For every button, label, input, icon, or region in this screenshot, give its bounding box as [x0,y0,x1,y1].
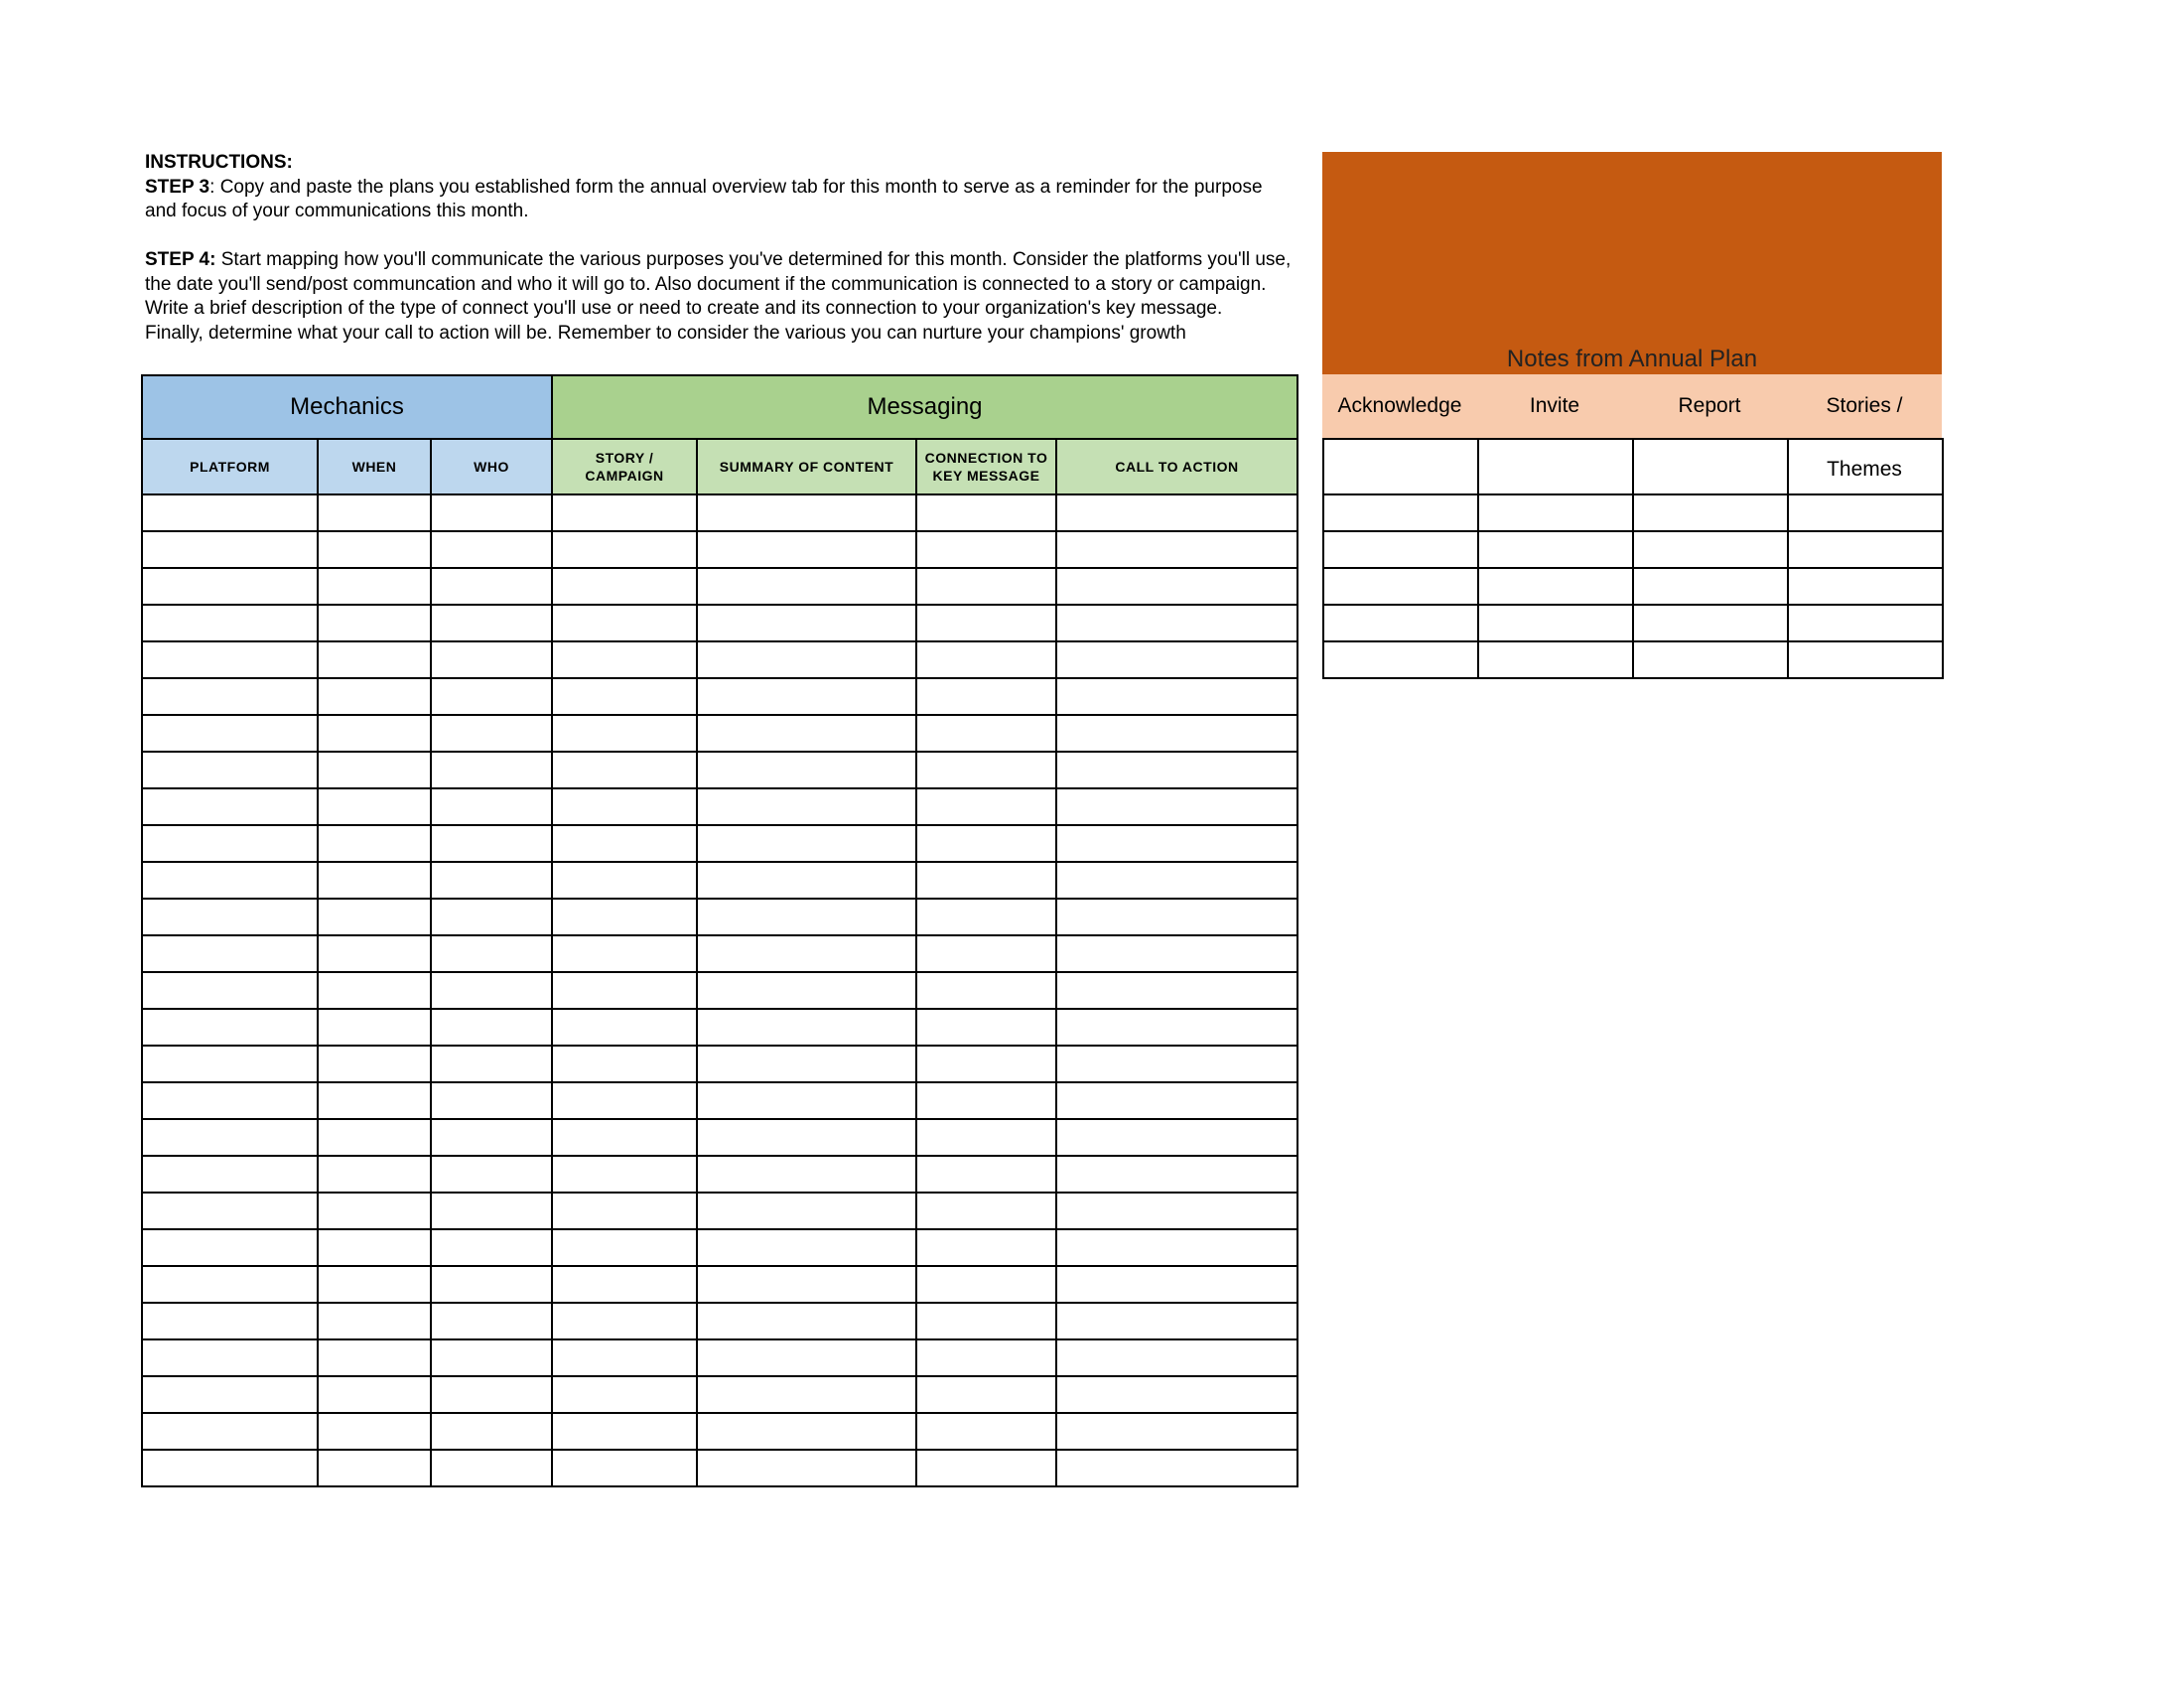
table-cell[interactable] [697,531,916,568]
table-cell[interactable] [1056,1450,1297,1486]
notes-header-banner [1322,152,1942,374]
table-cell[interactable] [916,1156,1056,1193]
table-cell[interactable] [318,641,431,678]
table-cell[interactable] [318,1046,431,1082]
table-cell[interactable] [916,568,1056,605]
table-cell[interactable] [431,1413,552,1450]
step3-text: : Copy and paste the plans you established form the annual overview tab for this month to serve as a reminder for the purpose and focus of your communications this month. [145,176,1263,221]
stories-themes-label: Stories / Themes [1826,394,1903,481]
table-cell[interactable] [318,1413,431,1450]
table-cell[interactable] [916,1119,1056,1156]
table-cell[interactable] [552,1082,697,1119]
table-cell[interactable] [318,1119,431,1156]
notes-cell[interactable] [1478,494,1633,531]
notes-cell[interactable] [1633,641,1788,678]
table-cell[interactable] [552,1266,697,1303]
notes-cell[interactable] [1788,531,1943,568]
table-cell[interactable] [318,862,431,899]
table-cell[interactable] [552,825,697,862]
step3-label: STEP 3 [145,176,210,198]
table-cell[interactable] [431,1193,552,1229]
table-cell[interactable] [431,678,552,715]
table-row [142,1009,1297,1046]
acknowledge-label: Acknowledge [1337,394,1462,417]
notes-cell[interactable] [1788,641,1943,678]
table-cell[interactable] [552,1156,697,1193]
table-cell[interactable] [697,1156,916,1193]
table-cell[interactable] [916,1339,1056,1376]
table-row [142,752,1297,788]
notes-cell[interactable] [1478,641,1633,678]
table-row [142,788,1297,825]
table-cell[interactable] [552,1376,697,1413]
table-cell[interactable] [142,935,318,972]
table-cell[interactable] [431,1119,552,1156]
table-cell[interactable] [697,568,916,605]
table-row [142,494,1297,531]
table-cell[interactable] [142,1193,318,1229]
table-row [142,1046,1297,1082]
table-cell[interactable] [552,1339,697,1376]
table-cell[interactable] [916,1229,1056,1266]
table-cell[interactable] [1056,678,1297,715]
table-cell[interactable] [142,678,318,715]
table-cell[interactable] [318,825,431,862]
table-cell[interactable] [431,1082,552,1119]
notes-cell[interactable] [1478,531,1633,568]
instructions-block [145,151,1297,346]
table-cell[interactable] [697,1450,916,1486]
table-row [1323,568,1943,605]
table-cell[interactable] [318,1082,431,1119]
table-cell[interactable] [431,1229,552,1266]
table-cell[interactable] [916,715,1056,752]
table-cell[interactable] [1056,715,1297,752]
notes-table [1322,438,1944,679]
notes-cell[interactable] [1633,531,1788,568]
table-cell[interactable] [318,1229,431,1266]
describe-line: Write a brief description of the type of connect you'll use or need to create and its connection to your organization's key message. [145,298,1223,319]
table-cell[interactable] [916,899,1056,935]
table-cell[interactable] [142,862,318,899]
table-row [142,568,1297,605]
table-cell[interactable] [431,1303,552,1339]
table-cell[interactable] [552,1413,697,1450]
table-cell[interactable] [1056,1413,1297,1450]
table-cell[interactable] [1056,1009,1297,1046]
connection-column-header: CONNECTION TO KEY MESSAGE [916,439,1056,494]
table-cell[interactable] [142,752,318,788]
table-cell[interactable] [431,641,552,678]
table-cell[interactable] [1056,972,1297,1009]
table-cell[interactable] [142,1303,318,1339]
table-cell[interactable] [1056,1156,1297,1193]
table-cell[interactable] [1056,568,1297,605]
table-row [142,1266,1297,1303]
table-cell[interactable] [552,715,697,752]
table-cell[interactable] [697,1413,916,1450]
table-row [1323,641,1943,678]
table-cell[interactable] [142,641,318,678]
notes-cell[interactable] [1323,494,1478,531]
table-cell[interactable] [1056,531,1297,568]
table-cell[interactable] [142,1156,318,1193]
table-cell[interactable] [697,1376,916,1413]
communication-plan-table [141,374,1298,1487]
table-cell[interactable] [697,1229,916,1266]
table-cell[interactable] [697,715,916,752]
table-cell[interactable] [318,1339,431,1376]
table-cell[interactable] [552,1229,697,1266]
notes-cell[interactable] [1478,568,1633,605]
table-cell[interactable] [431,1450,552,1486]
table-cell[interactable] [318,1303,431,1339]
table-cell[interactable] [1056,1303,1297,1339]
notes-cell[interactable] [1323,568,1478,605]
table-row [142,1119,1297,1156]
table-row [142,605,1297,641]
table-cell[interactable] [431,788,552,825]
table-cell[interactable] [916,1082,1056,1119]
table-cell[interactable] [318,935,431,972]
table-cell[interactable] [142,1450,318,1486]
table-cell[interactable] [1056,605,1297,641]
table-row [142,1156,1297,1193]
table-cell[interactable] [431,972,552,1009]
table-cell[interactable] [916,862,1056,899]
step4-text: Start mapping how you'll communicate the various purposes you've determined for this month. Consider the platforms you'll use, the date you'll send/post communcation and who it will go to. Also document if the communication is connected to a story or campaign. [145,249,1292,295]
table-cell[interactable] [916,641,1056,678]
table-cell[interactable] [142,1046,318,1082]
notes-cell[interactable] [1788,494,1943,531]
table-cell[interactable] [697,605,916,641]
table-cell[interactable] [1056,935,1297,972]
notes-cell[interactable] [1323,439,1478,494]
mechanics-group-header: Mechanics [142,375,552,439]
table-cell[interactable] [318,1009,431,1046]
table-cell[interactable] [1056,862,1297,899]
table-cell[interactable] [697,678,916,715]
table-row [142,1450,1297,1486]
table-cell[interactable] [431,935,552,972]
step4-paragraph [145,248,1297,297]
notes-cell[interactable] [1633,605,1788,641]
report-label: Report [1678,394,1741,417]
table-cell[interactable] [916,825,1056,862]
table-cell[interactable] [697,1193,916,1229]
table-cell[interactable] [1056,1119,1297,1156]
table-row [142,972,1297,1009]
table-cell[interactable] [697,972,916,1009]
table-cell[interactable] [697,752,916,788]
table-cell[interactable] [697,899,916,935]
notes-cell[interactable] [1478,605,1633,641]
notes-cell[interactable] [1633,494,1788,531]
table-cell[interactable] [431,862,552,899]
table-cell[interactable] [318,531,431,568]
table-row [1323,605,1943,641]
table-cell[interactable] [318,788,431,825]
notes-cell[interactable] [1323,605,1478,641]
notes-cell[interactable] [1633,568,1788,605]
table-cell[interactable] [431,825,552,862]
table-cell[interactable] [552,531,697,568]
table-cell[interactable] [431,1156,552,1193]
table-cell[interactable] [142,494,318,531]
table-cell[interactable] [318,1266,431,1303]
table-cell[interactable] [916,678,1056,715]
table-cell[interactable] [916,788,1056,825]
table-cell[interactable] [1056,641,1297,678]
table-cell[interactable] [1056,752,1297,788]
table-cell[interactable] [916,1376,1056,1413]
table-cell[interactable] [142,531,318,568]
table-cell[interactable] [1056,788,1297,825]
who-column-header: WHO [431,439,552,494]
table-cell[interactable] [142,1413,318,1450]
table-cell[interactable] [431,531,552,568]
story-campaign-column-header: STORY / CAMPAIGN [552,439,697,494]
notes-cell[interactable] [1633,439,1788,494]
table-row [1323,494,1943,531]
table-row [142,1229,1297,1266]
table-cell[interactable] [552,568,697,605]
table-cell[interactable] [552,1450,697,1486]
table-cell[interactable] [552,678,697,715]
table-cell[interactable] [318,678,431,715]
table-cell[interactable] [431,605,552,641]
table-cell[interactable] [431,1266,552,1303]
table-row [142,531,1297,568]
table-cell[interactable] [552,641,697,678]
table-cell[interactable] [431,1009,552,1046]
step3-paragraph [145,176,1297,224]
notes-cell[interactable] [1788,439,1943,494]
table-cell[interactable] [142,1339,318,1376]
table-cell[interactable] [552,605,697,641]
when-column-header: WHEN [318,439,431,494]
table-cell[interactable] [916,1303,1056,1339]
table-row [142,1413,1297,1450]
table-cell[interactable] [552,1046,697,1082]
table-cell[interactable] [697,1009,916,1046]
table-cell[interactable] [431,899,552,935]
table-cell[interactable] [916,1450,1056,1486]
call-to-action-column-header: CALL TO ACTION [1056,439,1297,494]
table-row [142,1339,1297,1376]
table-cell[interactable] [1056,899,1297,935]
table-cell[interactable] [916,1193,1056,1229]
table-cell[interactable] [318,1193,431,1229]
table-cell[interactable] [1056,1193,1297,1229]
table-cell[interactable] [697,1339,916,1376]
table-cell[interactable] [318,1156,431,1193]
table-row [142,1303,1297,1339]
table-cell[interactable] [697,935,916,972]
table-cell[interactable] [552,935,697,972]
table-cell[interactable] [1056,1376,1297,1413]
table-cell[interactable] [318,605,431,641]
table-cell[interactable] [142,899,318,935]
summary-column-header: SUMMARY OF CONTENT [697,439,916,494]
table-cell[interactable] [142,972,318,1009]
table-cell[interactable] [1056,1082,1297,1119]
table-cell[interactable] [552,752,697,788]
table-cell[interactable] [142,605,318,641]
table-cell[interactable] [142,715,318,752]
table-row [142,899,1297,935]
table-cell[interactable] [916,494,1056,531]
table-cell[interactable] [431,1046,552,1082]
table-cell[interactable] [431,752,552,788]
table-cell[interactable] [697,1082,916,1119]
table-cell[interactable] [916,1413,1056,1450]
table-cell[interactable] [552,862,697,899]
table-cell[interactable] [697,1119,916,1156]
table-cell[interactable] [552,1119,697,1156]
table-cell[interactable] [697,1303,916,1339]
table-cell[interactable] [1056,1339,1297,1376]
table-cell[interactable] [431,715,552,752]
table-cell[interactable] [431,494,552,531]
table-cell[interactable] [1056,1046,1297,1082]
table-cell[interactable] [318,972,431,1009]
table-cell[interactable] [142,1119,318,1156]
notes-categories [1322,374,1942,481]
table-row [1323,439,1943,494]
table-cell[interactable] [916,752,1056,788]
table-cell[interactable] [916,605,1056,641]
table-cell[interactable] [142,1266,318,1303]
table-cell[interactable] [916,935,1056,972]
table-cell[interactable] [431,1376,552,1413]
table-cell[interactable] [697,641,916,678]
table-cell[interactable] [697,1266,916,1303]
table-row [142,825,1297,862]
table-cell[interactable] [697,862,916,899]
table-cell[interactable] [1056,1229,1297,1266]
table-cell[interactable] [697,1046,916,1082]
notes-cell[interactable] [1323,641,1478,678]
table-cell[interactable] [318,715,431,752]
table-cell[interactable] [916,531,1056,568]
table-row [1323,531,1943,568]
table-cell[interactable] [916,1046,1056,1082]
table-cell[interactable] [552,1303,697,1339]
table-row [142,641,1297,678]
table-cell[interactable] [142,1376,318,1413]
table-cell[interactable] [552,899,697,935]
table-cell[interactable] [142,825,318,862]
table-cell[interactable] [318,899,431,935]
table-cell[interactable] [142,1229,318,1266]
table-cell[interactable] [552,972,697,1009]
table-cell[interactable] [142,788,318,825]
notes-title: Notes from Annual Plan [1506,346,1758,372]
platform-column-header: PLATFORM [142,439,318,494]
table-cell[interactable] [552,494,697,531]
table-cell[interactable] [697,494,916,531]
invite-label: Invite [1529,394,1580,417]
step4-label: STEP 4: [145,249,216,270]
table-cell[interactable] [318,568,431,605]
table-cell[interactable] [552,788,697,825]
table-cell[interactable] [318,1376,431,1413]
table-cell[interactable] [142,568,318,605]
table-row [142,678,1297,715]
table-row [142,715,1297,752]
table-cell[interactable] [1056,494,1297,531]
table-cell[interactable] [697,788,916,825]
table-row [142,935,1297,972]
notes-cell[interactable] [1788,568,1943,605]
table-cell[interactable] [697,825,916,862]
notes-cell[interactable] [1323,531,1478,568]
instructions-heading: INSTRUCTIONS: [145,152,293,173]
table-cell[interactable] [318,752,431,788]
table-cell[interactable] [1056,1266,1297,1303]
table-row [142,1193,1297,1229]
table-cell[interactable] [1056,825,1297,862]
messaging-group-header: Messaging [552,375,1297,439]
table-cell[interactable] [916,1266,1056,1303]
table-row [142,1082,1297,1119]
table-cell[interactable] [431,1339,552,1376]
table-cell[interactable] [142,1082,318,1119]
table-cell[interactable] [318,1450,431,1486]
table-cell[interactable] [431,568,552,605]
table-cell[interactable] [142,1009,318,1046]
table-row [142,1376,1297,1413]
table-row [142,862,1297,899]
table-cell[interactable] [552,1009,697,1046]
notes-cell[interactable] [1478,439,1633,494]
finally-line: Finally, determine what your call to action will be. Remember to consider the various you can nurture your champions' growth [145,322,1186,344]
table-cell[interactable] [552,1193,697,1229]
notes-cell[interactable] [1788,605,1943,641]
table-cell[interactable] [916,1009,1056,1046]
table-cell[interactable] [318,494,431,531]
table-cell[interactable] [916,972,1056,1009]
